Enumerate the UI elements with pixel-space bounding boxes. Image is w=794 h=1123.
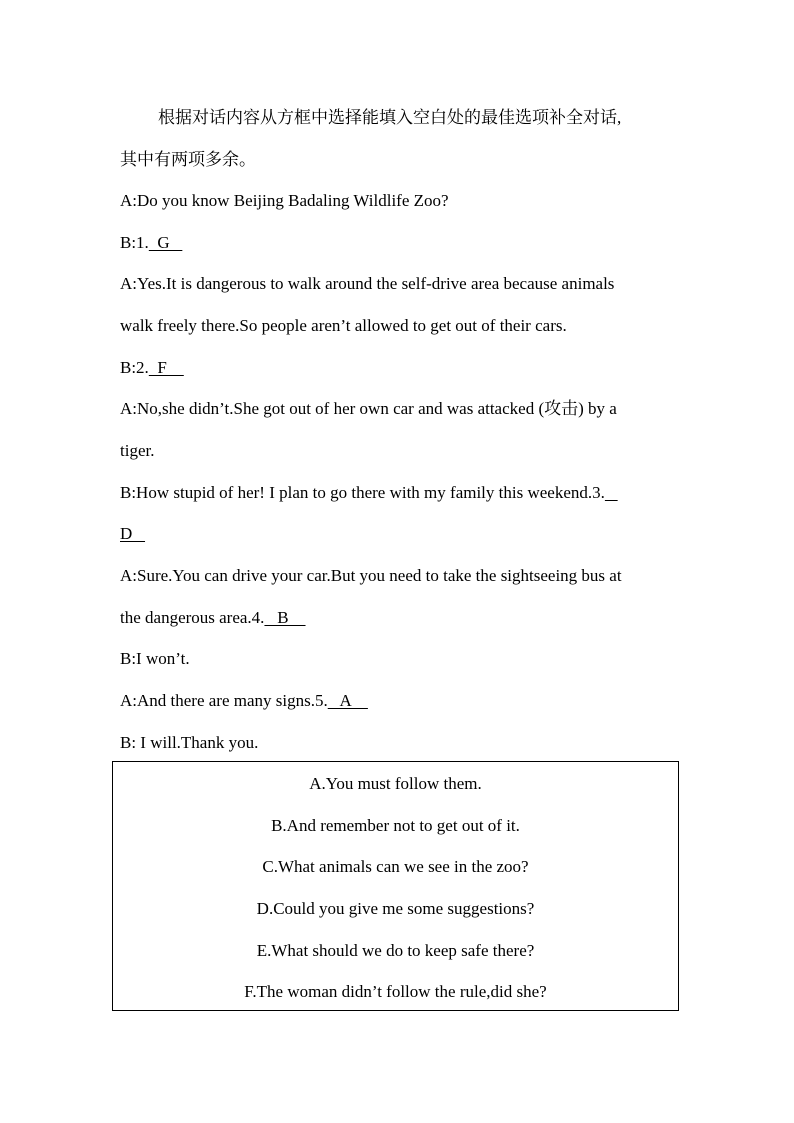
instructions-line-1: 根据对话内容从方框中选择能填入空白处的最佳选项补全对话, (158, 108, 622, 127)
option-f: F.The woman didn’t follow the rule,did she? (244, 982, 547, 1001)
dialogue-line-5 (120, 356, 184, 380)
dialogue-line-10: A:Sure.You can drive your car.But you need to take the sightseeing bus at (120, 566, 622, 585)
dialogue-line-14: B: I will.Thank you. (120, 733, 259, 752)
dialogue-line-11-text: the dangerous area.4. (120, 608, 265, 627)
dialogue-line-11 (120, 606, 306, 630)
dialogue-line-12: B:I won’t. (120, 649, 190, 668)
dialogue-line-13 (120, 689, 368, 713)
dialogue-line-8-text: B:How stupid of her! I plan to go there with my family this weekend.3. (120, 483, 605, 502)
option-a: A.You must follow them. (309, 774, 482, 793)
dialogue-line-4: walk freely there.So people aren’t allowed to get out of their cars. (120, 316, 567, 335)
option-b: B.And remember not to get out of it. (271, 816, 520, 835)
dialogue-line-2 (120, 231, 182, 255)
answer-blank-3: D (120, 524, 146, 543)
question-1-label: B:1. (120, 233, 149, 252)
dialogue-line-13-text: A:And there are many signs.5. (120, 691, 328, 710)
answer-blank-2: F (148, 358, 184, 377)
dialogue-line-8 (120, 481, 618, 505)
option-c: C.What animals can we see in the zoo? (262, 857, 529, 876)
question-2-label: B:2. (120, 358, 149, 377)
answer-blank-4: B (264, 608, 306, 627)
answer-blank-5: A (327, 691, 368, 710)
option-e: E.What should we do to keep safe there? (256, 941, 535, 960)
dialogue-line-3: A:Yes.It is dangerous to walk around the self-drive area because animals (120, 274, 615, 293)
answer-blank-1: G (148, 233, 183, 252)
dialogue-line-1: A:Do you know Beijing Badaling Wildlife Zoo? (120, 191, 449, 210)
dialogue-line-7: tiger. (120, 441, 155, 460)
dialogue-line-6: A:No,she didn’t.She got out of her own car and was attacked (攻击) by a (120, 399, 617, 418)
answer-blank-3-start (605, 483, 618, 502)
option-d: D.Could you give me some suggestions? (256, 899, 535, 918)
options-box (112, 761, 679, 1011)
instructions-line-2: 其中有两项多余。 (120, 150, 256, 169)
dialogue-line-9 (120, 522, 145, 546)
